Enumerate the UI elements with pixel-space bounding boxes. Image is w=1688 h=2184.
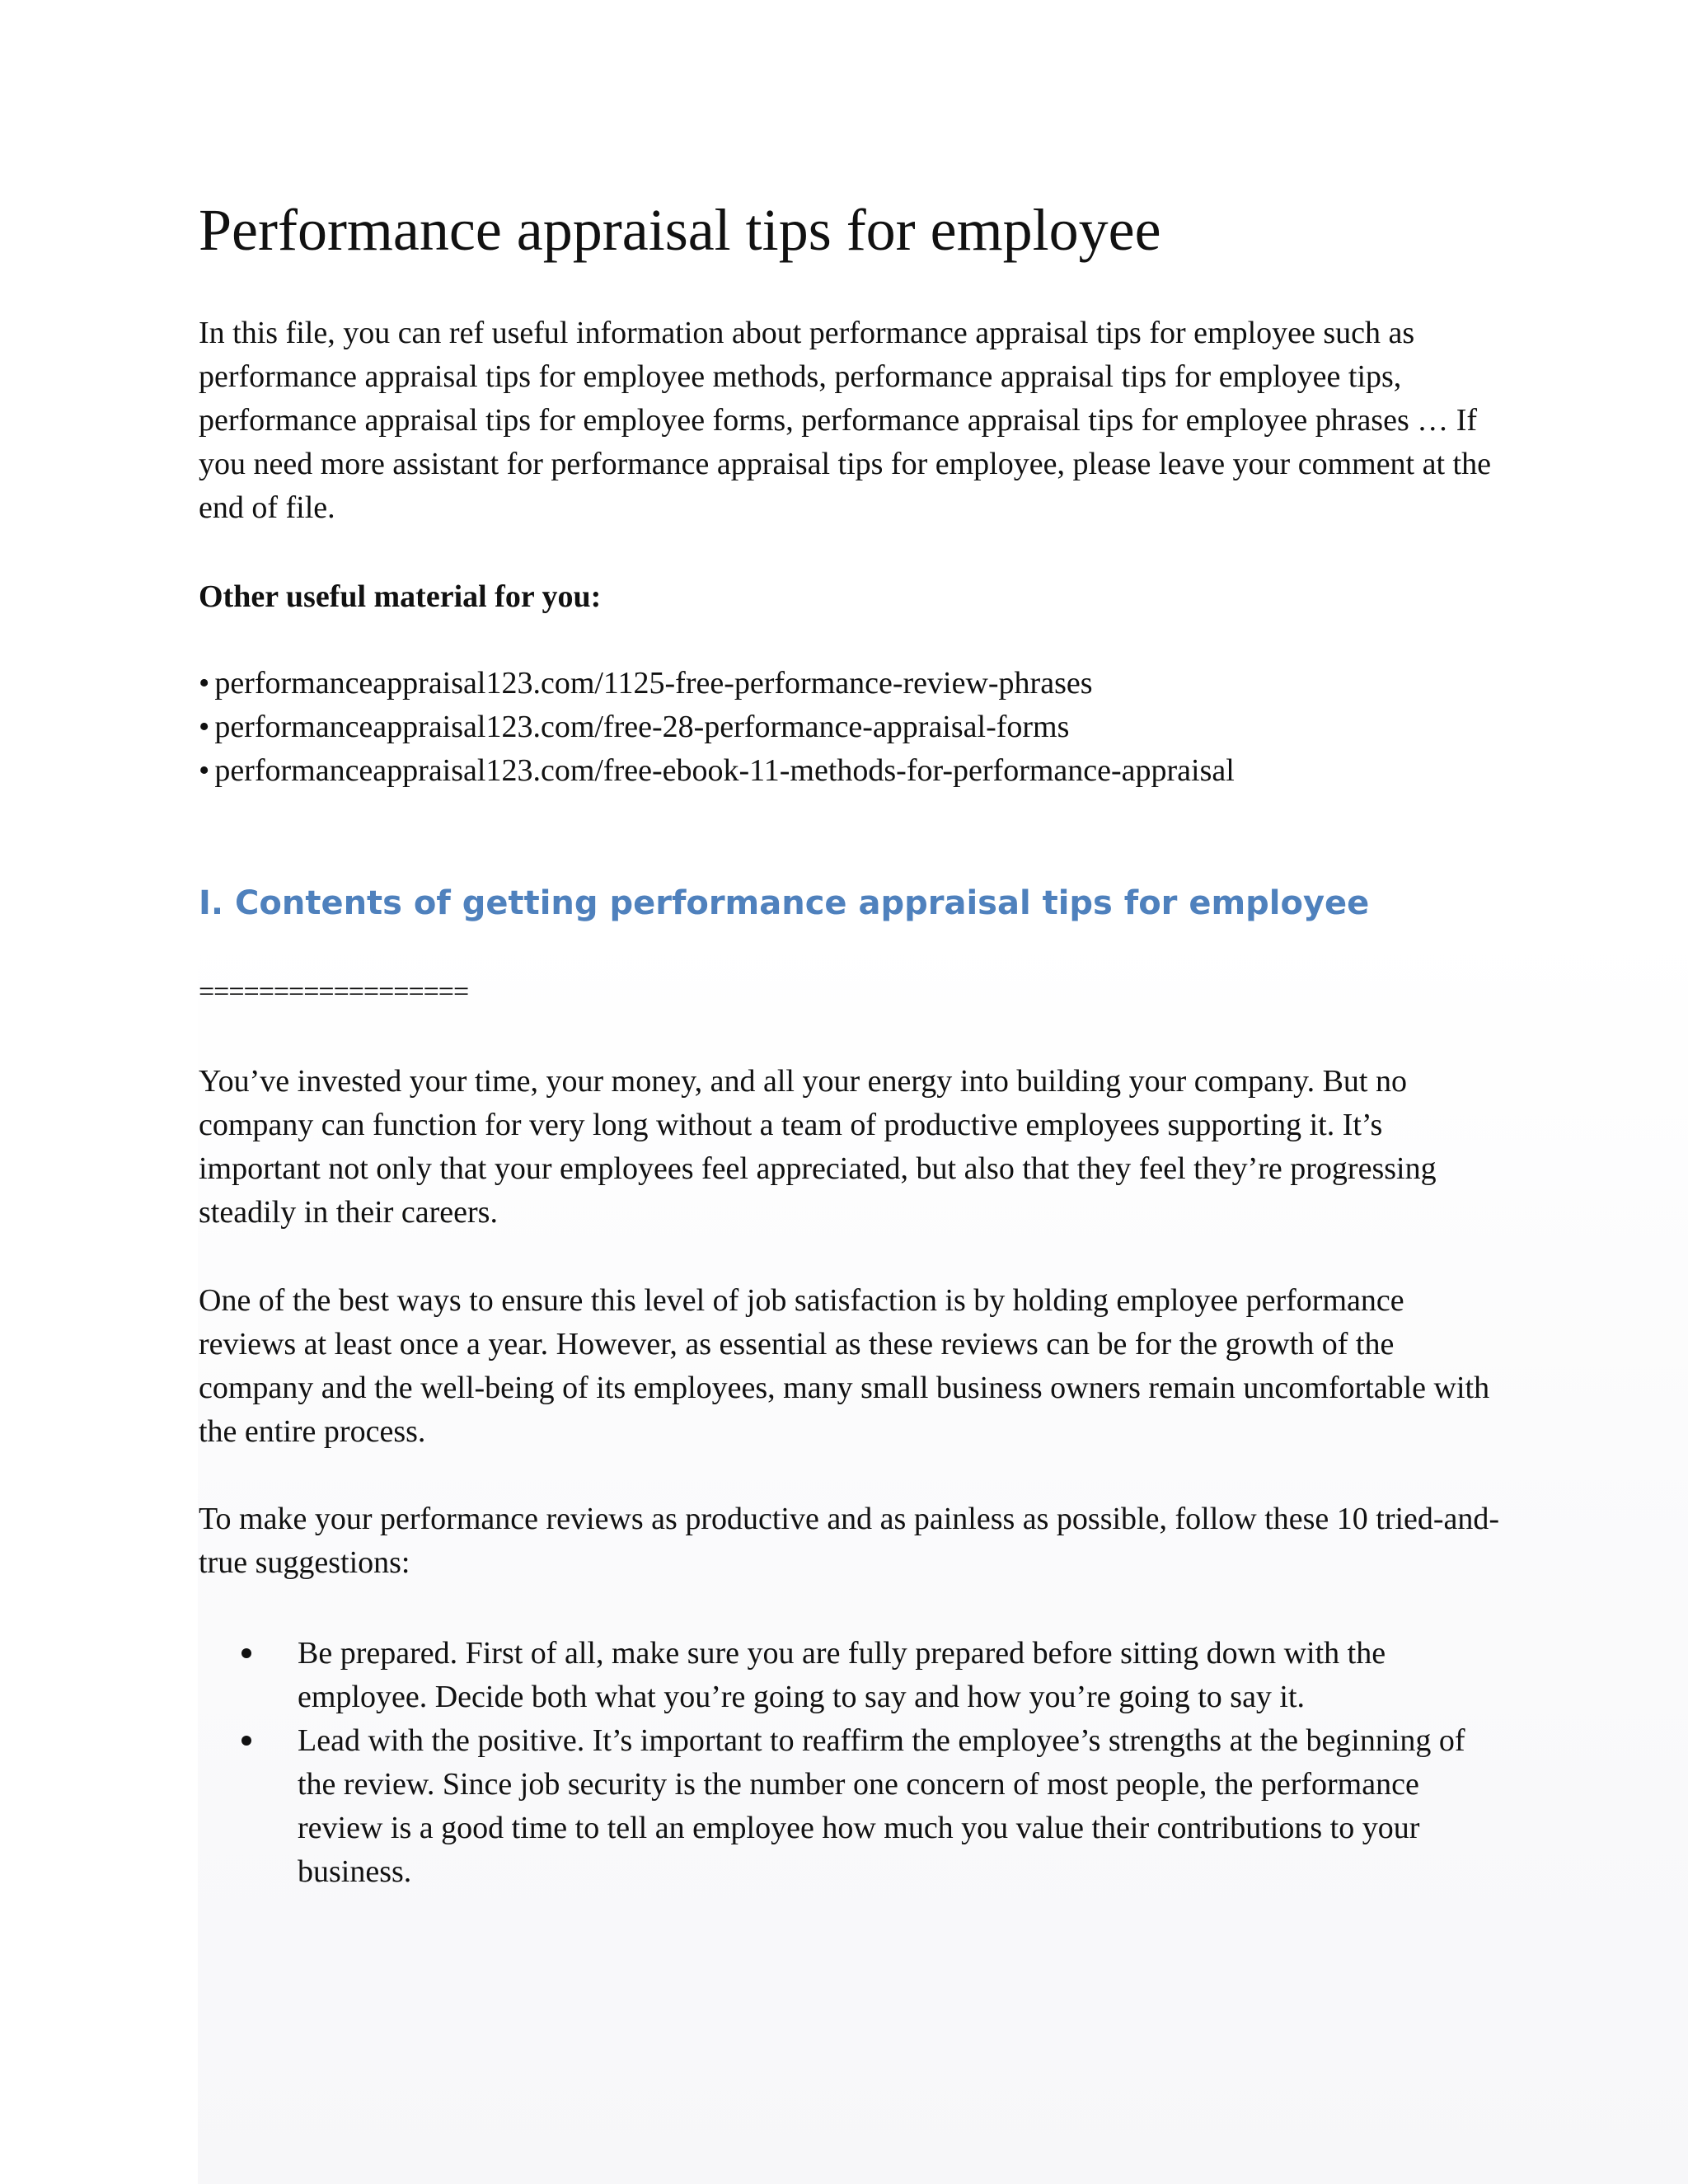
tip-item (199, 1719, 1501, 1894)
section-heading: I. Contents of getting performance appraisal tips for employee (199, 884, 1370, 922)
body-paragraph: To make your performance reviews as productive and as painless as possible, follow these 10 tried-and-true suggestions: (199, 1502, 1500, 1580)
body-paragraph: You’ve invested your time, your money, and all your energy into building your company. But no company can function for very long without a team of productive employees supporting it. It’s important not only that your employees feel appreciated, but also that they feel they’re progressing steadily in their careers. (199, 1064, 1437, 1230)
bullet-dot-icon (241, 1648, 251, 1658)
resource-link-text[interactable]: performanceappraisal123.com/1125-free-performance-review-phrases (214, 666, 1093, 701)
page-title: Performance appraisal tips for employee (199, 197, 1161, 263)
resource-link-text[interactable]: performanceappraisal123.com/free-28-performance-appraisal-forms (214, 710, 1070, 744)
tip-item (199, 1632, 1501, 1719)
body-paragraph: One of the best ways to ensure this level of job satisfaction is by holding employee performance reviews at least once a year. However, as essential as these reviews can be for the growth of the company and the well-being of its employees, many small business owners remain uncomfortable with the entire process. (199, 1283, 1490, 1449)
resource-link-item[interactable] (199, 749, 1235, 793)
resource-link-item[interactable] (199, 705, 1235, 749)
tip-text: Lead with the positive. It’s important to reaffirm the employee’s strengths at the beginning of the review. Since job security is the number one concern of most people, the performance review is a good time to tell an employee how much you value their contributions to your business. (298, 1723, 1465, 1889)
bullet-icon: • (199, 666, 210, 701)
other-material-label: Other useful material for you: (199, 579, 602, 614)
bullet-icon: • (199, 753, 210, 788)
bullet-icon: • (199, 710, 210, 744)
intro-paragraph: In this file, you can ref useful information about performance appraisal tips for employee such as performance appraisal tips for employee methods, performance appraisal tips for employee tips, performance appraisal tips for employee forms, performance appraisal tips for employee phrases … If you need more assistant for performance appraisal tips for employee, please leave your comment at the end of file. (199, 316, 1491, 525)
resource-link-list (199, 662, 1235, 793)
bullet-dot-icon (241, 1736, 251, 1746)
resource-link-text[interactable]: performanceappraisal123.com/free-ebook-11-methods-for-performance-appraisal (214, 753, 1235, 788)
resource-link-item[interactable] (199, 662, 1235, 705)
tips-list (199, 1632, 1501, 1894)
separator-line: ================== (199, 977, 469, 1007)
tip-text: Be prepared. First of all, make sure you are fully prepared before sitting down with the employee. Decide both what you’re going to say and how you’re going to say it. (298, 1636, 1386, 1714)
